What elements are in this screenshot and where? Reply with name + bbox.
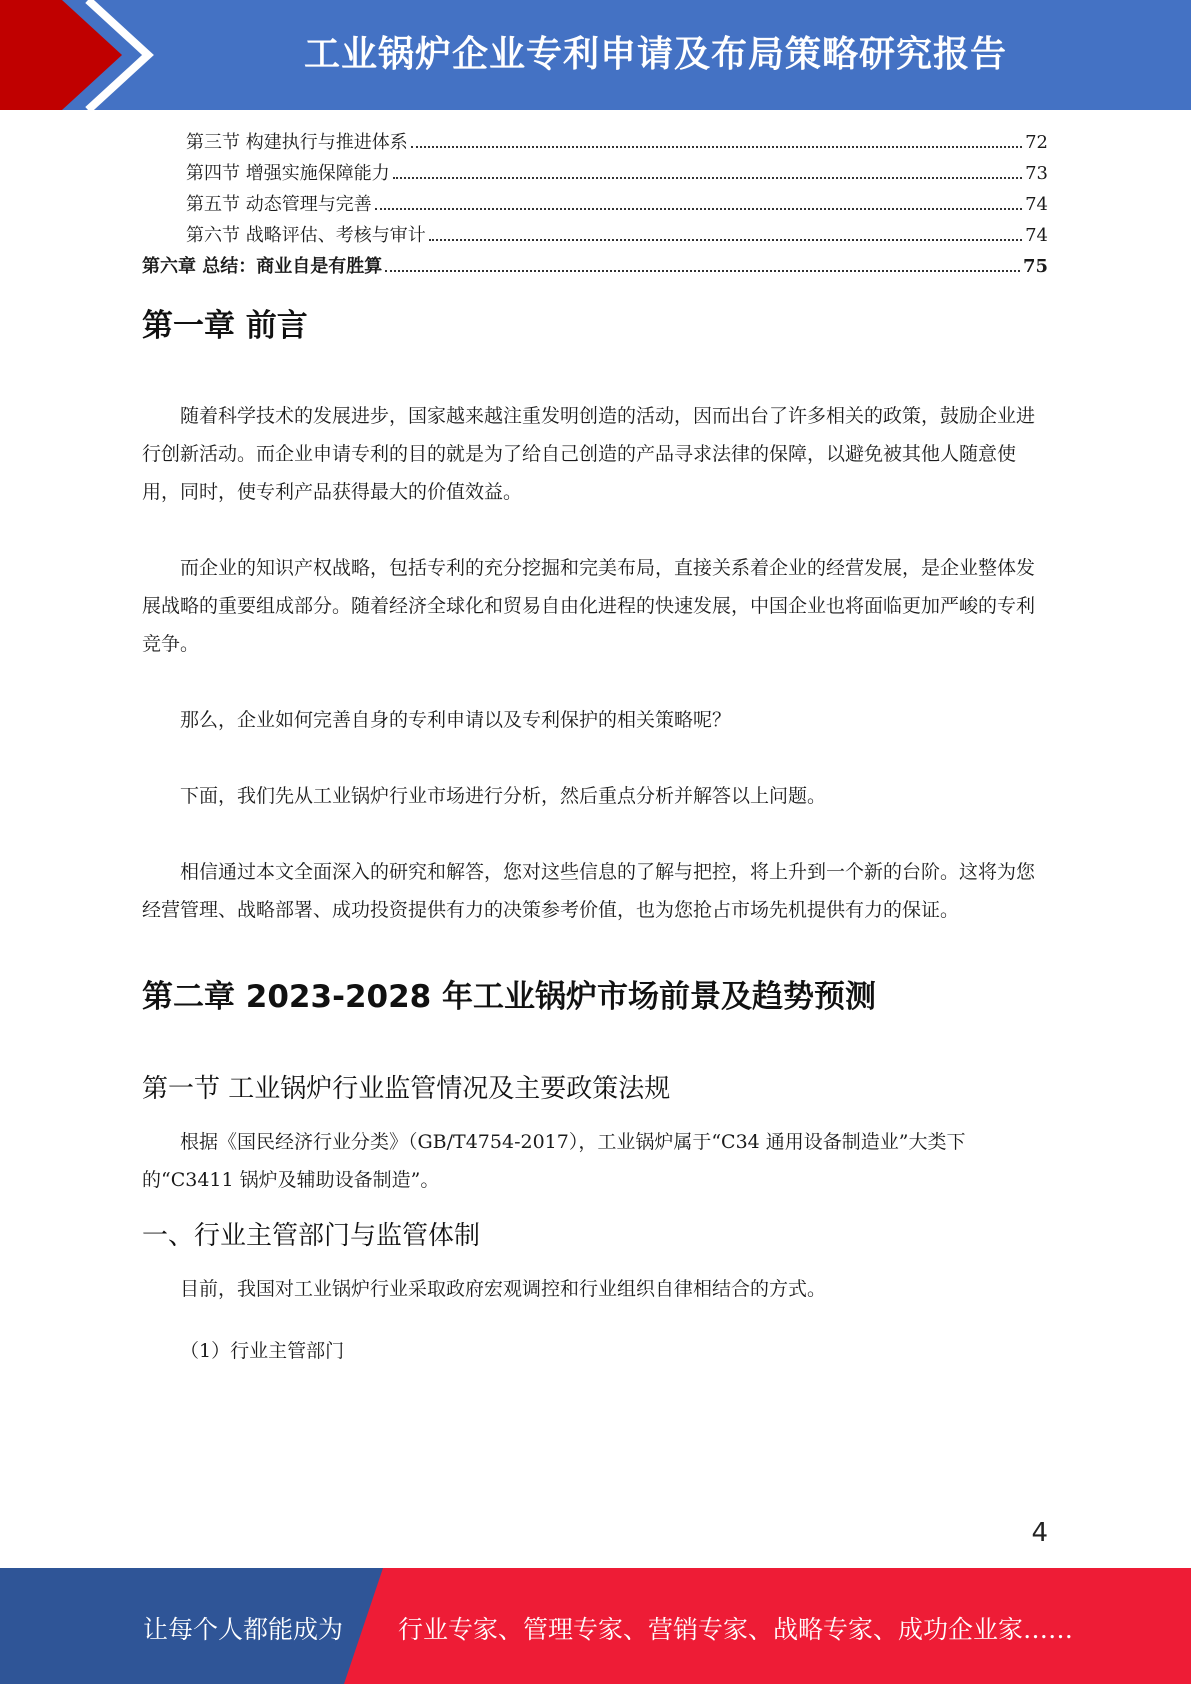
- section-paragraph: 目前，我国对工业锅炉行业采取政府宏观调控和行业组织自律相结合的方式。: [180, 1278, 827, 1300]
- toc-chapter-entry[interactable]: [142, 252, 1048, 283]
- intro-paragraph: 随着科学技术的发展进步，国家越来越注重发明创造的活动，因而出台了许多相关的政策，鼓励企业进行创新活动。而企业申请专利的目的就是为了给自己创造的产品寻求法律的保障，以避免被其他人随意使用，同时，使专利产品获得最大的价值效益。: [142, 405, 1036, 503]
- subsection-heading: 一、行业主管部门与监管体制: [142, 1221, 481, 1251]
- section-1-heading: 第一节 工业锅炉行业监管情况及主要政策法规: [142, 1074, 671, 1104]
- table-of-contents: [142, 128, 1048, 283]
- toc-entry[interactable]: [142, 159, 1048, 190]
- toc-entry-page: 74: [1025, 225, 1048, 246]
- toc-entry-page: 73: [1025, 163, 1048, 184]
- intro-paragraph: 那么，企业如何完善自身的专利申请以及专利保护的相关策略呢？: [180, 709, 732, 731]
- toc-entry-label: 第三节 构建执行与推进体系: [186, 132, 408, 153]
- toc-entry[interactable]: [142, 221, 1048, 252]
- toc-entry[interactable]: [142, 190, 1048, 221]
- page-number: 4: [1031, 1518, 1048, 1548]
- toc-entry-page: 72: [1025, 132, 1048, 153]
- chapter-2-heading: 第二章 2023-2028 年工业锅炉市场前景及趋势预测: [142, 979, 877, 1015]
- toc-leader-dots: [411, 145, 1022, 148]
- toc-entry-label: 第四节 增强实施保障能力: [186, 163, 390, 184]
- list-item: （1）行业主管部门: [180, 1340, 345, 1362]
- toc-leader-dots: [375, 207, 1022, 210]
- toc-entry-label: 第五节 动态管理与完善: [186, 194, 372, 215]
- intro-paragraph: 相信通过本文全面深入的研究和解答，您对这些信息的了解与把控，将上升到一个新的台阶。这将为您经营管理、战略部署、成功投资提供有力的决策参考价值，也为您抢占市场先机提供有力的保证。: [142, 861, 1036, 921]
- intro-paragraph: 而企业的知识产权战略，包括专利的充分挖掘和完美布局，直接关系着企业的经营发展，是企业整体发展战略的重要组成部分。随着经济全球化和贸易自由化进程的快速发展，中国企业也将面临更加严峻的专利竞争。: [142, 557, 1036, 655]
- section-paragraph: 根据《国民经济行业分类》（GB/T4754-2017），工业锅炉属于“C34 通用设备制造业”大类下的“C3411 锅炉及辅助设备制造”。: [142, 1131, 966, 1191]
- footer-slogan-left: 让每个人都能成为: [143, 1615, 344, 1644]
- intro-paragraph: 下面，我们先从工业锅炉行业市场进行分析，然后重点分析并解答以上问题。: [180, 785, 827, 807]
- page-header-band: [0, 0, 1191, 110]
- toc-leader-dots: [385, 269, 1020, 272]
- toc-entry-page: 74: [1025, 194, 1048, 215]
- header-arrow-decoration: [0, 0, 160, 110]
- toc-leader-dots: [393, 176, 1022, 179]
- toc-entry-label: 第六章 总结：商业自是有胜算: [142, 256, 383, 277]
- toc-entry-page: 75: [1022, 256, 1048, 277]
- page-footer-band: [0, 1568, 1191, 1684]
- footer-slogan-right: 行业专家、管理专家、营销专家、战略专家、成功企业家……: [398, 1615, 1074, 1644]
- toc-entry-label: 第六节 战略评估、考核与审计: [186, 225, 426, 246]
- chapter-1-heading: 第一章 前言: [142, 308, 308, 344]
- toc-entry[interactable]: [142, 128, 1048, 159]
- toc-leader-dots: [429, 238, 1022, 241]
- report-title: 工业锅炉企业专利申请及布局策略研究报告: [303, 34, 1007, 75]
- main-content: [142, 300, 1048, 1370]
